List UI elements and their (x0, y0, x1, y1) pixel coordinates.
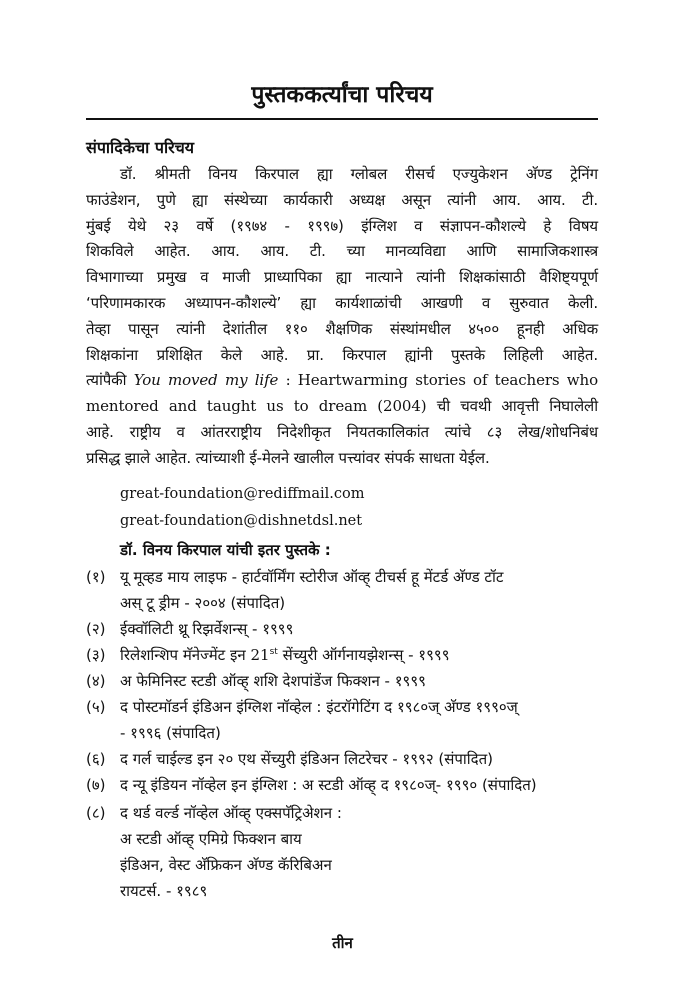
paragraph-line (86, 394, 598, 420)
paragraph-line: ‘परिणामकारक अध्यापन-कौशल्ये’ ह्या कार्यशाळांची आखणी व सुरुवात केली. (86, 293, 598, 312)
book-subtitle: mentored and taught us to dream (2004) (86, 397, 427, 416)
book-list-item (86, 694, 600, 746)
book-number: (५) (86, 698, 106, 716)
book-title: द पोस्टमॉडर्न इंडिअन इंग्लिश नॉव्हेल : इंटरॉगेटिंग द १९८०ज् अ‍ॅण्ड १९९०ज् (120, 698, 518, 716)
paragraph-text: ची चवथी आवृत्ती निघालेली (436, 397, 598, 416)
book-number: (८) (86, 804, 106, 822)
paragraph-text: त्यांपैकी (86, 371, 127, 390)
book-list-item (86, 746, 600, 772)
book-list-item (86, 616, 600, 642)
book-number: (१) (86, 568, 106, 586)
paragraph-line: शिक्षकांना प्रशिक्षित केले आहे. प्रा. किरपाल ह्यांनी पुस्तके लिहिली आहेत. (86, 345, 598, 364)
book-title: अ फेमिनिस्ट स्टडी ऑव्ह् शशि देशपांडेंज फिक्शन - १९९९ (120, 672, 426, 690)
book-list-item (86, 564, 600, 616)
book-title: ईक्वॉलिटी थ्रू रिझर्वेशन्स् - १९९९ (120, 620, 294, 638)
book-list-item (86, 800, 600, 904)
book-number: (७) (86, 776, 106, 794)
paragraph-line: तेव्हा पासून त्यांनी देशांतील ११० शैक्षणिक संस्थांमधील ४५०० हूनही अधिक (86, 319, 598, 338)
paragraph-line: शिकविले आहेत. आय. आय. टी. च्या मानव्यविद्या आणि सामाजिकशास्त्र (86, 242, 598, 261)
editor-intro-paragraph (86, 162, 598, 472)
page-number: तीन (332, 934, 353, 952)
book-number: (६) (86, 750, 106, 768)
section-heading: संपादिकेचा परिचय (86, 138, 195, 157)
book-title: द थर्ड वर्ल्ड नॉव्हेल ऑव्ह् एक्सपॅट्रिअेशन : (120, 804, 342, 822)
books-heading: डॉ. विनय किरपाल यांची इतर पुस्तके : (120, 541, 331, 559)
page-title: पुस्तककर्त्यांचा परिचय (251, 82, 433, 108)
paragraph-line: आहे. राष्ट्रीय व आंतरराष्ट्रीय निदेशीकृत नियतकालिकांत त्यांचे ८३ लेख/शोधनिबंध (86, 422, 598, 441)
book-title-continued: अ स्टडी ऑव्ह् एमिग्रे फिक्शन बाय (120, 830, 302, 848)
paragraph-line (86, 368, 598, 394)
book-list-item (86, 642, 600, 668)
paragraph-line: फाउंडेशन, पुणे ह्या संस्थेच्या कार्यकारी अध्यक्ष असून त्यांनी आय. आय. टी. (86, 190, 598, 209)
paragraph-line: मुंबई येथे २३ वर्षे (१९७४ - १९९७) इंग्लिश व संज्ञापन-कौशल्ये हे विषय (86, 216, 598, 235)
paragraph-line: विभागाच्या प्रमुख व माजी प्राध्यापिका ह्या नात्याने त्यांनी शिक्षकांसाठी वैशिष्ट्यपूर्ण (86, 268, 598, 287)
book-list-item (86, 772, 600, 798)
book-title-superscript: st (269, 647, 278, 657)
book-title: सेंच्युरी ऑर्गनायझेशन्स् - १९९९ (282, 646, 450, 664)
book-title: द न्यू इंडियन नॉव्हेल इन इंग्लिश : अ स्टडी ऑव्ह् द १९८०ज्- १९९० (संपादित) (120, 776, 537, 794)
email-address[interactable]: great-foundation@dishnetdsl.net (120, 513, 363, 529)
book-list-item (86, 668, 600, 694)
book-title-century: 21 (250, 646, 270, 664)
book-subtitle: : Heartwarming stories of teachers who (285, 371, 599, 390)
book-title-continued: रायटर्स. - १९८९ (120, 882, 208, 900)
book-number: (४) (86, 672, 106, 690)
paragraph-line: डॉ. श्रीमती विनय किरपाल ह्या ग्लोबल रीसर्च एज्युकेशन अ‍ॅण्ड ट्रेनिंग (120, 165, 598, 183)
title-divider (86, 118, 598, 120)
book-title-italic: You moved my life (133, 371, 279, 390)
book-number: (२) (86, 620, 106, 638)
book-title-continued: - १९९६ (संपादित) (120, 724, 221, 742)
book-title: रिलेशन्शिप मॅनेज्मेंट इन (120, 646, 246, 664)
book-number: (३) (86, 646, 106, 664)
book-title: द गर्ल चाईल्ड इन २० एथ सेंच्युरी इंडिअन लिटरेचर - १९९२ (संपादित) (120, 750, 494, 768)
email-address[interactable]: great-foundation@rediffmail.com (120, 486, 365, 502)
paragraph-line: प्रसिद्ध झाले आहेत. त्यांच्याशी ई-मेलने खालील पत्त्यांवर संपर्क साधता येईल. (86, 448, 490, 467)
book-title: यू मूव्हड माय लाइफ - हार्टवॉर्मिंग स्टोरीज ऑव्ह् टीचर्स हू मेंटर्ड अ‍ॅण्ड टॉट (120, 568, 504, 586)
book-title-continued: अस् टू ड्रीम - २००४ (संपादित) (120, 594, 286, 612)
book-title-continued: इंडिअन, वेस्ट अ‍ॅफ्रिकन अ‍ॅण्ड कॅरिबिअन (120, 856, 332, 874)
